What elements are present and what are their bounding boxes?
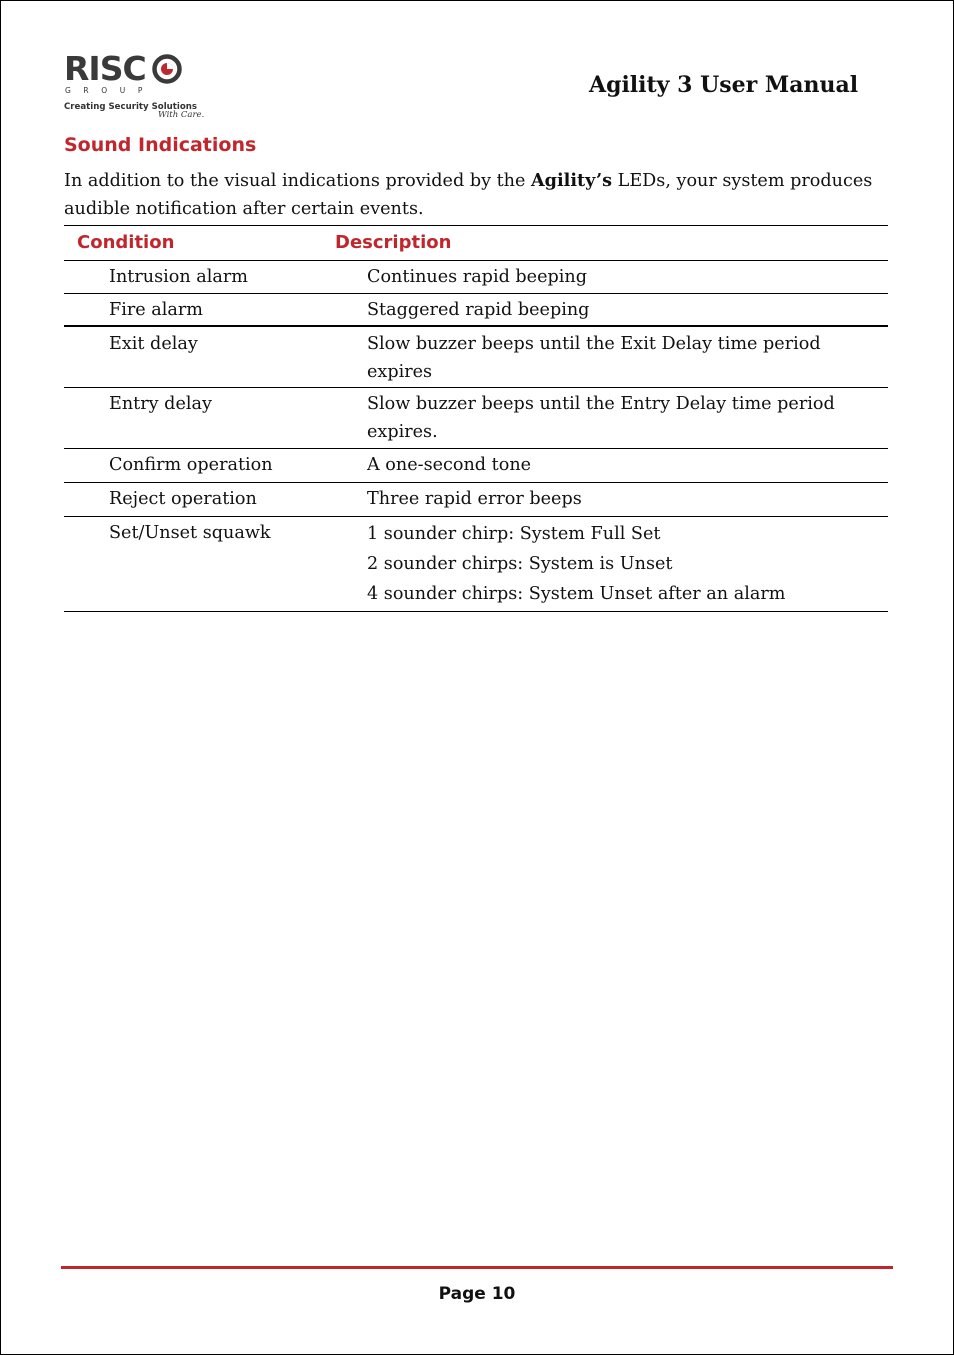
- table-row: [64, 327, 888, 388]
- description-cell: [367, 519, 867, 609]
- description-line: 4 sounder chirps: System Unset after an alarm: [367, 584, 786, 604]
- description-cell: [367, 330, 867, 386]
- condition-cell: Fire alarm: [109, 300, 203, 320]
- description-line: A one-second tone: [367, 455, 532, 475]
- column-header-condition: Condition: [77, 232, 175, 253]
- table-row: [64, 483, 888, 517]
- condition-cell: Reject operation: [109, 489, 257, 509]
- table-row: [64, 517, 888, 612]
- table-row: [64, 449, 888, 483]
- table-row: [64, 388, 888, 449]
- logo-group: GROUP: [65, 86, 155, 95]
- description-cell: [367, 485, 867, 513]
- condition-cell: Set/Unset squawk: [109, 523, 271, 543]
- intro-product-name: Agility’s: [531, 170, 613, 191]
- logo-wordmark: RISC: [64, 49, 146, 88]
- condition-cell: Exit delay: [109, 334, 198, 354]
- description-line: Continues rapid beeping: [367, 267, 587, 287]
- description-line: expires: [367, 362, 433, 382]
- description-line: Staggered rapid beeping: [367, 300, 590, 320]
- sound-indications-table: [64, 225, 888, 612]
- document-title: Agility 3 User Manual: [589, 72, 859, 98]
- description-cell: [367, 263, 867, 291]
- description-line: Slow buzzer beeps until the Entry Delay time period: [367, 394, 835, 414]
- description-line: expires.: [367, 422, 438, 442]
- description-line: 1 sounder chirp: System Full Set: [367, 524, 661, 544]
- description-line: Three rapid error beeps: [367, 489, 582, 509]
- description-cell: [367, 451, 867, 479]
- section-heading: Sound Indications: [64, 134, 257, 156]
- description-line: 2 sounder chirps: System is Unset: [367, 554, 673, 574]
- description-cell: [367, 390, 867, 446]
- intro-text-end: LEDs, your system produces audible notification after certain events.: [64, 171, 873, 219]
- description-line: Slow buzzer beeps until the Exit Delay time period: [367, 334, 821, 354]
- logo-tagline-script: With Care.: [158, 110, 205, 120]
- intro-paragraph: [64, 167, 890, 223]
- intro-text-start: In addition to the visual indications provided by the: [64, 171, 532, 191]
- page-number: Page 10: [438, 1284, 516, 1304]
- logo-circle-icon: [152, 54, 182, 84]
- logo-tagline: Creating Security Solutions: [64, 102, 197, 112]
- column-header-description: Description: [335, 232, 452, 253]
- condition-cell: Confirm operation: [109, 455, 273, 475]
- condition-cell: Intrusion alarm: [109, 267, 248, 287]
- table-row: [64, 261, 888, 294]
- risco-logo: [64, 49, 205, 124]
- table-row: [64, 294, 888, 327]
- description-cell: [367, 296, 867, 324]
- footer-divider: [61, 1266, 893, 1269]
- table-header: [64, 225, 888, 261]
- condition-cell: Entry delay: [109, 394, 212, 414]
